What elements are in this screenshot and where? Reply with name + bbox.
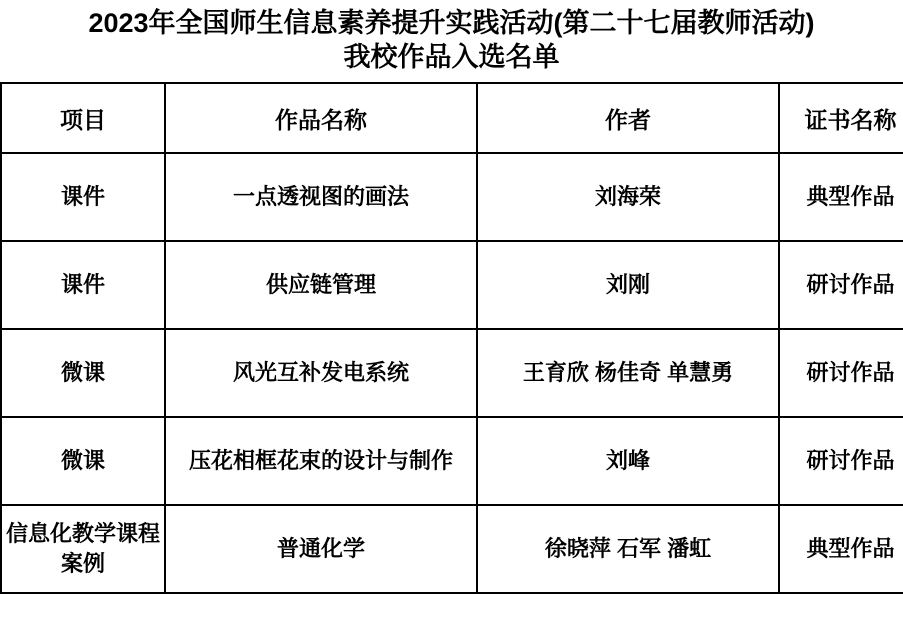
table-header-row <box>1 83 903 153</box>
cell-certificate: 研讨作品 <box>779 241 903 329</box>
page-title-line-1: 2023年全国师生信息素养提升实践活动(第二十七届教师活动) <box>88 8 815 38</box>
cell-work-name: 普通化学 <box>165 505 477 593</box>
cell-work-name: 风光互补发电系统 <box>165 329 477 417</box>
cell-authors: 徐晓萍 石军 潘虹 <box>477 505 779 593</box>
table-row <box>1 329 903 417</box>
cell-project: 课件 <box>1 153 165 241</box>
cell-authors: 刘峰 <box>477 417 779 505</box>
cell-project: 课件 <box>1 241 165 329</box>
selected-works-table <box>0 82 903 594</box>
cell-work-name: 压花相框花束的设计与制作 <box>165 417 477 505</box>
cell-certificate: 研讨作品 <box>779 329 903 417</box>
cell-authors: 刘海荣 <box>477 153 779 241</box>
column-header-authors: 作者 <box>477 83 779 153</box>
cell-authors: 王育欣 杨佳奇 单慧勇 <box>477 329 779 417</box>
table-body <box>1 153 903 593</box>
table-row <box>1 417 903 505</box>
table-row <box>1 505 903 593</box>
table-row <box>1 241 903 329</box>
cell-authors: 刘刚 <box>477 241 779 329</box>
column-header-certificate: 证书名称 <box>779 83 903 153</box>
cell-certificate: 典型作品 <box>779 153 903 241</box>
cell-project: 微课 <box>1 417 165 505</box>
cell-work-name: 一点透视图的画法 <box>165 153 477 241</box>
column-header-work-name: 作品名称 <box>165 83 477 153</box>
table-row <box>1 153 903 241</box>
cell-certificate: 典型作品 <box>779 505 903 593</box>
column-header-project: 项目 <box>1 83 165 153</box>
page-title <box>0 0 903 74</box>
cell-project: 信息化教学课程案例 <box>1 505 165 593</box>
cell-project: 微课 <box>1 329 165 417</box>
page-title-line-2: 我校作品入选名单 <box>343 42 560 72</box>
table-header <box>1 83 903 153</box>
cell-work-name: 供应链管理 <box>165 241 477 329</box>
cell-certificate: 研讨作品 <box>779 417 903 505</box>
